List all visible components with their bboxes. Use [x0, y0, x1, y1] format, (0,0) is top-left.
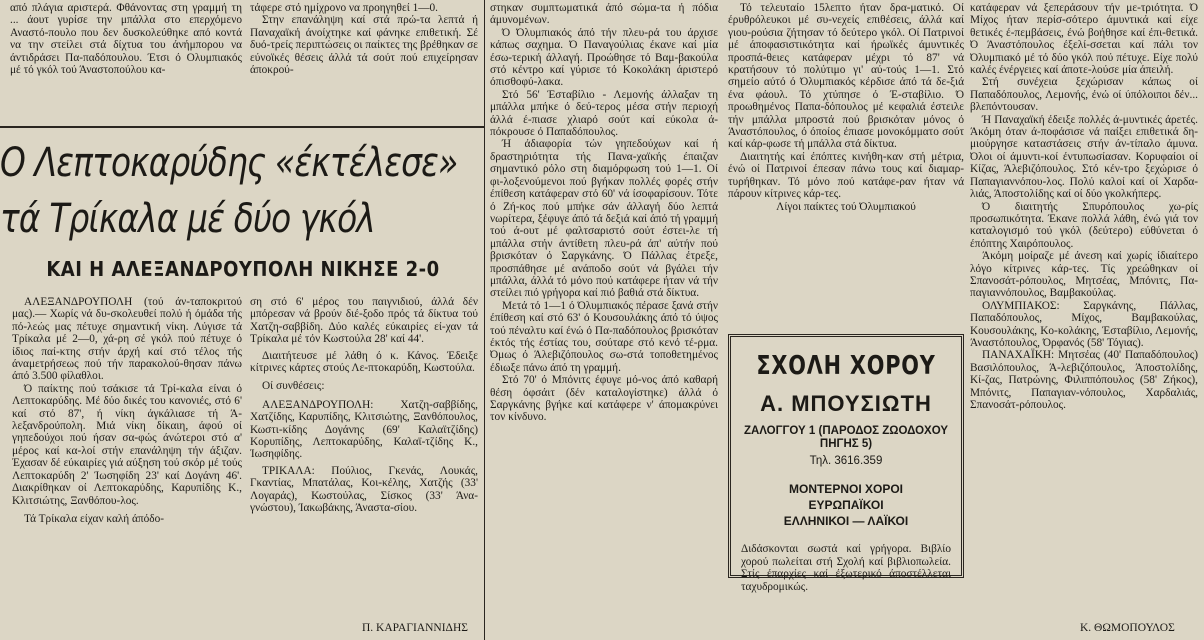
- paragraph: Μετά τό 1—1 ό Όλυμπιακός πέρασε ξανά στήν έπίθεση καί στό 63' ό Κουσουλάκης άπό τό ύψος τού πέναλτυ καί ένώ ό Πα-παδόπουλος βρισκόταν έκτός τής έστίας του, σούταρε στό κενό τέ-ρμα. Όμως ό Άλεβιζόπουλος σω-στά τοποθετημένος έδιωξε πάνω άπό τη γραμμή.: [490, 299, 718, 374]
- paragraph: Άκόμη μοίραζε μέ άνεση καί χωρίς ίδιαίτερο λόγο κίτρινες κάρ-τες. Τίς χρεώθηκαν οί Σπανοσάτ-ρόπουλος, Μητσέας, Μπόνιτς, Πα-παγιαννόπουλος, Βαμβακούλας.: [970, 250, 1198, 300]
- column-rule: [484, 0, 485, 640]
- prev-article-text: από πλάγια αριστερά. Φθάνοντας στη γραμμή τη ... άουτ γυρίσε την μπάλλα στο επερχόμενο Αναστό-πουλο που δεν δυσκολεύθηκε από κοντά να την στείλει στά δίχτυα του άνήμπορου να άντιδράσει Πα-παδόπουλου. Έτσι ό Ολυμπιακός μέ τό γκόλ τού Άναστοπούλου κα-: [10, 2, 242, 77]
- prev-article-text: τάφερε στό ημίχρονο να προηγηθεί 1—0.: [250, 2, 438, 14]
- byline-c: Κ. ΘΩΜΟΠΟΥΛΟΣ: [1080, 622, 1175, 634]
- divider: [0, 126, 484, 128]
- paragraph: Στό 70' ό Μπόνιτς έφυγε μό-νος άπό καθαρή θέση όφσάιτ (δέν καταλογίστηκε) άλλά ό Σαργκάνης βγήκε καί κατάφερε ν' άπομακρύνει τον κίνδυνο.: [490, 374, 718, 424]
- paragraph: Ό διαιτητής Σπυρόπουλος χω-ρίς προσωπικότητα. Έκανε πολλά λάθη, ένώ γιά τον καταλογισμό τού γκόλ (δεύτερο) εύθύνεται ό έπόπτης Χαιρόπουλος.: [970, 200, 1198, 250]
- article-c-col5: [970, 2, 1198, 620]
- ad-phone: Τηλ. 3616.359: [809, 455, 883, 467]
- headline: [0, 140, 458, 242]
- subheadline: ΚΑΙ Η ΑΛΕΞΑΝΔΡΟΥΠΟΛΗ ΝΙΚΗΣΕ 2-0: [46, 257, 440, 281]
- paragraph: κατάφεραν νά ξεπεράσουν τήν με-τριότητα. Ό Μίχος ήταν περίσ-σότερο άμυντικά καί είχε θετικές έ-πεμβάσεις, ένώ βοήθησε καί έπι-θετικά. Ό Άναστόπουλος έξελί-σσεται καί πάλι τον Όλυμπιακό μέ τό δύο γκόλ πού πέτυχε. Είχε πολύ καλές ένέργειες καί άποτε-λούσε μία άπειλή.: [970, 2, 1198, 77]
- paragraph: ΤΡΙΚΑΛΑ: Πούλιος, Γκενάς, Λουκάς, Γκαντίας, Μπατάλας, Κοι-κέλης, Χατζής (33' Λογαράς), Κωστούλας, Σίσκος (33' Άνα-γνώστου), Ίακωβάκης, Άναστα-σίου.: [250, 464, 478, 515]
- ad-dance-modern: ΜΟΝΤΕΡΝΟΙ ΧΟΡΟΙ: [788, 482, 903, 496]
- paragraph: Λίγοι παίκτες τού Όλυμπιακού: [776, 200, 916, 213]
- article-b-col2: [250, 296, 478, 614]
- dance-school-ad: [728, 334, 964, 593]
- prev-article-text: Στην επανάληψη καί στά πρώ-τα λεπτά ή Παναχαϊκή άνοίχτηκε καί φάνηκε επιθετική. Σέ δυό-τρείς περιπτώσεις οι παίκτες της βρέθηκαν σε εύνοϊκές θέσεις άλλά τά σούτ πού επιχείρησαν άποκρού-: [250, 14, 478, 77]
- paragraph: ΠΑΝΑΧΑΪΚΗ: Μητσέας (40' Παπαδόπουλος) Βασιλόπουλος, Ά-λεβιζόπουλος, Άποστολίδης, Κί-ζας, Πατρώνης, Φιλιππόπουλος (58' Ζήκος), Μπόνιτς, Παπαγιαν-νόπουλος, Χαρδαλιάς, Σπανοσάτ-ρόπουλος.: [970, 349, 1198, 411]
- ad-name: Α. ΜΠΟΥΣΙΩΤΗ: [760, 391, 932, 416]
- article-b-col1: [12, 296, 242, 640]
- paragraph: Ό Όλυμπιακός άπό τήν πλευ-ρά του άρχισε κάπως σαχημα. Ό Παναγούλιας έκανε καί μία έσω-τερική άλλαγή. Προώθησε τό Βαμ-βακούλα στό κέντρο καί γύρισε τό Κοκολάκη άριστερό όπισθοφύ-λακα.: [490, 26, 718, 89]
- paragraph: ΟΛΥΜΠΙΑΚΟΣ: Σαργκάνης, Πάλλας, Παπαδόπουλος, Μίχος, Βαμβακούλας, Κουσουλάκης, Κο-κολάκης, Έσταβίλιο, Λεμονής, Άναστόπουλος, Όρφανός (58' Τόγιας).: [970, 299, 1198, 349]
- paragraph: Τό τελευταίο 15λεπτο ήταν δρα-ματικό. Οί έρυθρόλευκοι μέ συ-νεχείς επιθέσεις, άλλά καί γιου-ρούσια ζήτησαν τό δεύτερο γκόλ. Οί Πατρινοί μέ άποφασιστικότητα καί ήρωϊκές άμυντικές προσπά-θειες κατάφεραν μέχρι τό 87' νά κρατήσουν τό πολύτιμο γι' αύ-τούς 1—1. Στό σημείο αύτό ό Όλυμπιακός κέρδισε άπό τά δε-ξιά ένα φάουλ. Τό χτύπησε ό Έ-σταβίλιο. Ό προωθημένος Παπα-δόπουλος μέ κεφαλιά έστειλε τήν μπάλλα μπροστά πού βρισκόταν μόνος ό Άναστόπουλος, ό όποίος έπιασε μονοκόμματο σούτ καί κάρ-φωσε τή μπάλλα στά δίκτυα.: [728, 2, 964, 151]
- paragraph: Διαιτητής καί έπόπτες κινήθη-καν στή μέτρια, ένώ οί Πατρινοί έπεσαν πάνω τους καί διαμαρ-τυρήθηκαν. Τό μόνο πού κατάφε-ραν ήταν νά πάρουν κίτρινες κάρ-τες.: [728, 150, 964, 201]
- article-c-col4: [728, 2, 964, 328]
- paragraph: ΑΛΕΞΑΝΔΡΟΥΠΟΛΗ (τού άν-ταποκριτού μας).— Χωρίς νά δυ-σκολευθεί πολύ ή όμάδα τής πό-λεώς μας πέτυχε σημαντική νίκη. Λύγισε τά Τρίκαλα μέ 2—0, χά-ρη σέ γκόλ πού πέτυχε ό ίδιος παί-κτης στήν άρχή καί στό τέλος τής άναμετρήσεως πού τήν παρακολού-θησαν πάνω άπό 3.500 φίλαθλοι.: [12, 296, 242, 383]
- ad-dance-european: ΕΥΡΩΠΑΪΚΟΙ: [808, 498, 884, 512]
- ad-address: ΖΑΛΟΓΓΟΥ 1 (ΠΑΡΟΔΟΣ ΖΩΟΔΟΧΟΥ ΠΗΓΗΣ 5): [743, 425, 949, 450]
- headline-line1: Ο Λεπτοκαρύδης «έκτέλεσε»: [0, 140, 458, 186]
- ad-teaching: Διδάσκονται σωστά καί γρήγορα. Βιβλίο χορού πωλείται στή Σχολή καί βιβλιοπωλεία. Στίς έπαρχίες καί έξωτερικό άποστέλλεται ταχυδρομικώς.: [741, 543, 951, 593]
- ad-dances: [731, 481, 961, 529]
- paragraph: Ό παίκτης πού τσάκισε τά Τρί-καλα είναι ό Λεπτοκαρύδης. Μέ δύο δικές του κανονιές, στό 6' καί στό 87', ή νίκη άγκάλιασε τή Ά-λεξανδρούπολη. Μιά νίκη δίκαιη, άφού οί γηπεδούχοι πού ήσαν σα-φώς άνώτεροι στό α' μέρος καί κα-λοί στήν επανάληψη τήν άξιζαν. Έχασαν δέ εύκαιρίες γιά αύξηση τού σκόρ μέ τούς Λεπτοκαρύδη 2' Ίωσηφίδη 23' καί Δογάνη 46'. Διακρίθηκαν οί Λεπτοκαρύδης, Καρυπίδης Κ., Κλιτσιώτης, Ξανθόπου-λος.: [12, 382, 242, 507]
- byline-b: Π. ΚΑΡΑΓΙΑΝΝΙΔΗΣ: [362, 622, 468, 634]
- paragraph: Οί συνθέσεις:: [262, 380, 325, 393]
- article-c-col3: [490, 2, 718, 640]
- paragraph: Τά Τρίκαλα είχαν καλή άπόδο-: [24, 512, 164, 525]
- paragraph: Στό 56' Έσταβίλιο - Λεμονής άλλαξαν τη μπάλλα μπήκε ό δεύ-τερος μέσα στήν περιοχή άλλά έ-πιασε χλιαρό σούτ καί εύκολα ά-πόκρουσε ό Παπαδόπουλος.: [490, 88, 718, 139]
- paragraph: στηκαν συμπτωματικά άπό σώμα-τα ή πόδια άμυνομένων.: [490, 2, 718, 27]
- paragraph: ΑΛΕΞΑΝΔΡΟΥΠΟΛΗ: Χατζη-σαββίδης, Χατζίδης, Καρυπίδης, Κλιτσιώτης, Ξανθόπουλος, Κωστι-κίδης Δογάνης (69' Καλαϊτζίδης) Κορυπίδης, Λεπτοκαρύδης, Καλαϊ-τζίδης Κ., Ίωσηφίδης.: [250, 398, 478, 461]
- prev-article-col2: [250, 2, 478, 120]
- paragraph: Ή Παναχαϊκή έδειξε πολλές ά-μυντικές άρετές. Άκόμη όταν ά-ποφάσισε νά παίξει επιθετικά δη-μιούργησε καταστάσεις στήν άν-τίπαλο άμυνα. Όλοι οί άμυντι-κοί έντυπωσίασαν. Κορυφαίοι οί Κίζας, Άλεβιζόπουλος. Στό κέν-τρο ξεχώρισε ό Παπαγιαννόπου-λος. Πολύ καλοί καί οί Χαρδα-λιάς, Άποστολίδης καί οί δύο γκολκήπερς.: [970, 113, 1198, 201]
- paragraph: Διαιτήτευσε μέ λάθη ό κ. Κάνος. Έδειξε κίτρινες κάρτες στούς Λε-πτοκαρύδη, Κωστούλα.: [250, 349, 478, 375]
- paragraph: Ή άδιαφορία τών γηπεδούχων καί ή δραστηριότητα τής Πανα-χαϊκής έπαιζαν σημαντικό ρόλο στη διαμόρφωση τού 1—1. Οί φι-λοξενούμενοι πού βγήκαν πολλές φορές στήν έπίθεση κατάφεραν στό 60' νά ίσοφαρίσουν. Τότε ό Ζή-κος πού μπήκε σάν άλλαγή δύο λεπτά νωρίτερα, ξέφυγε άπό τά δεξιά καί άπό τή γραμμή τού ά-ουτ μέ φαλτσαριστό σούτ έστει-λε τή μπάλλα στήν άντίθετη πλευ-ρά άπ' αύτήν πού βρισκόταν ό Σαργκάνης. Ό Πάλλας έτρεξε, προσπάθησε μέ ανάποδο σούτ νά βγάλει τήν μπάλλα, άλλά τό μόνο πού κατάφερε ήταν νά τήν στείλει πιό γρήγορα καί πιό βαθιά στά δίκτυα.: [490, 138, 718, 300]
- paragraph: ση στό 6' μέρος του παιγνιδιού, άλλά δέν μπόρεσαν νά βρούν διέ-ξοδο πρός τά δίκτυα τού Χατζη-σαββίδη. Δύο καλές εύκαιρίες εί-χαν τά Τρίκαλα μέ τόν Κωστούλα 28' καί 44'.: [250, 296, 478, 346]
- prev-article-col1: [10, 2, 242, 120]
- ad-dance-greek: ΕΛΛΗΝΙΚΟΙ — ΛΑΪΚΟΙ: [783, 514, 909, 528]
- headline-line2: τά Τρίκαλα μέ δύο γκόλ: [0, 196, 375, 242]
- paragraph: Στή συνέχεια ξεχώρισαν κάπως οί Παπαδόπουλος, Λεμονής, ένώ οί ύπόλοιποι δέν... βλεπόντουσαν.: [970, 76, 1198, 114]
- ad-title: ΣΧΟΛΗ ΧΟΡΟΥ: [756, 351, 936, 381]
